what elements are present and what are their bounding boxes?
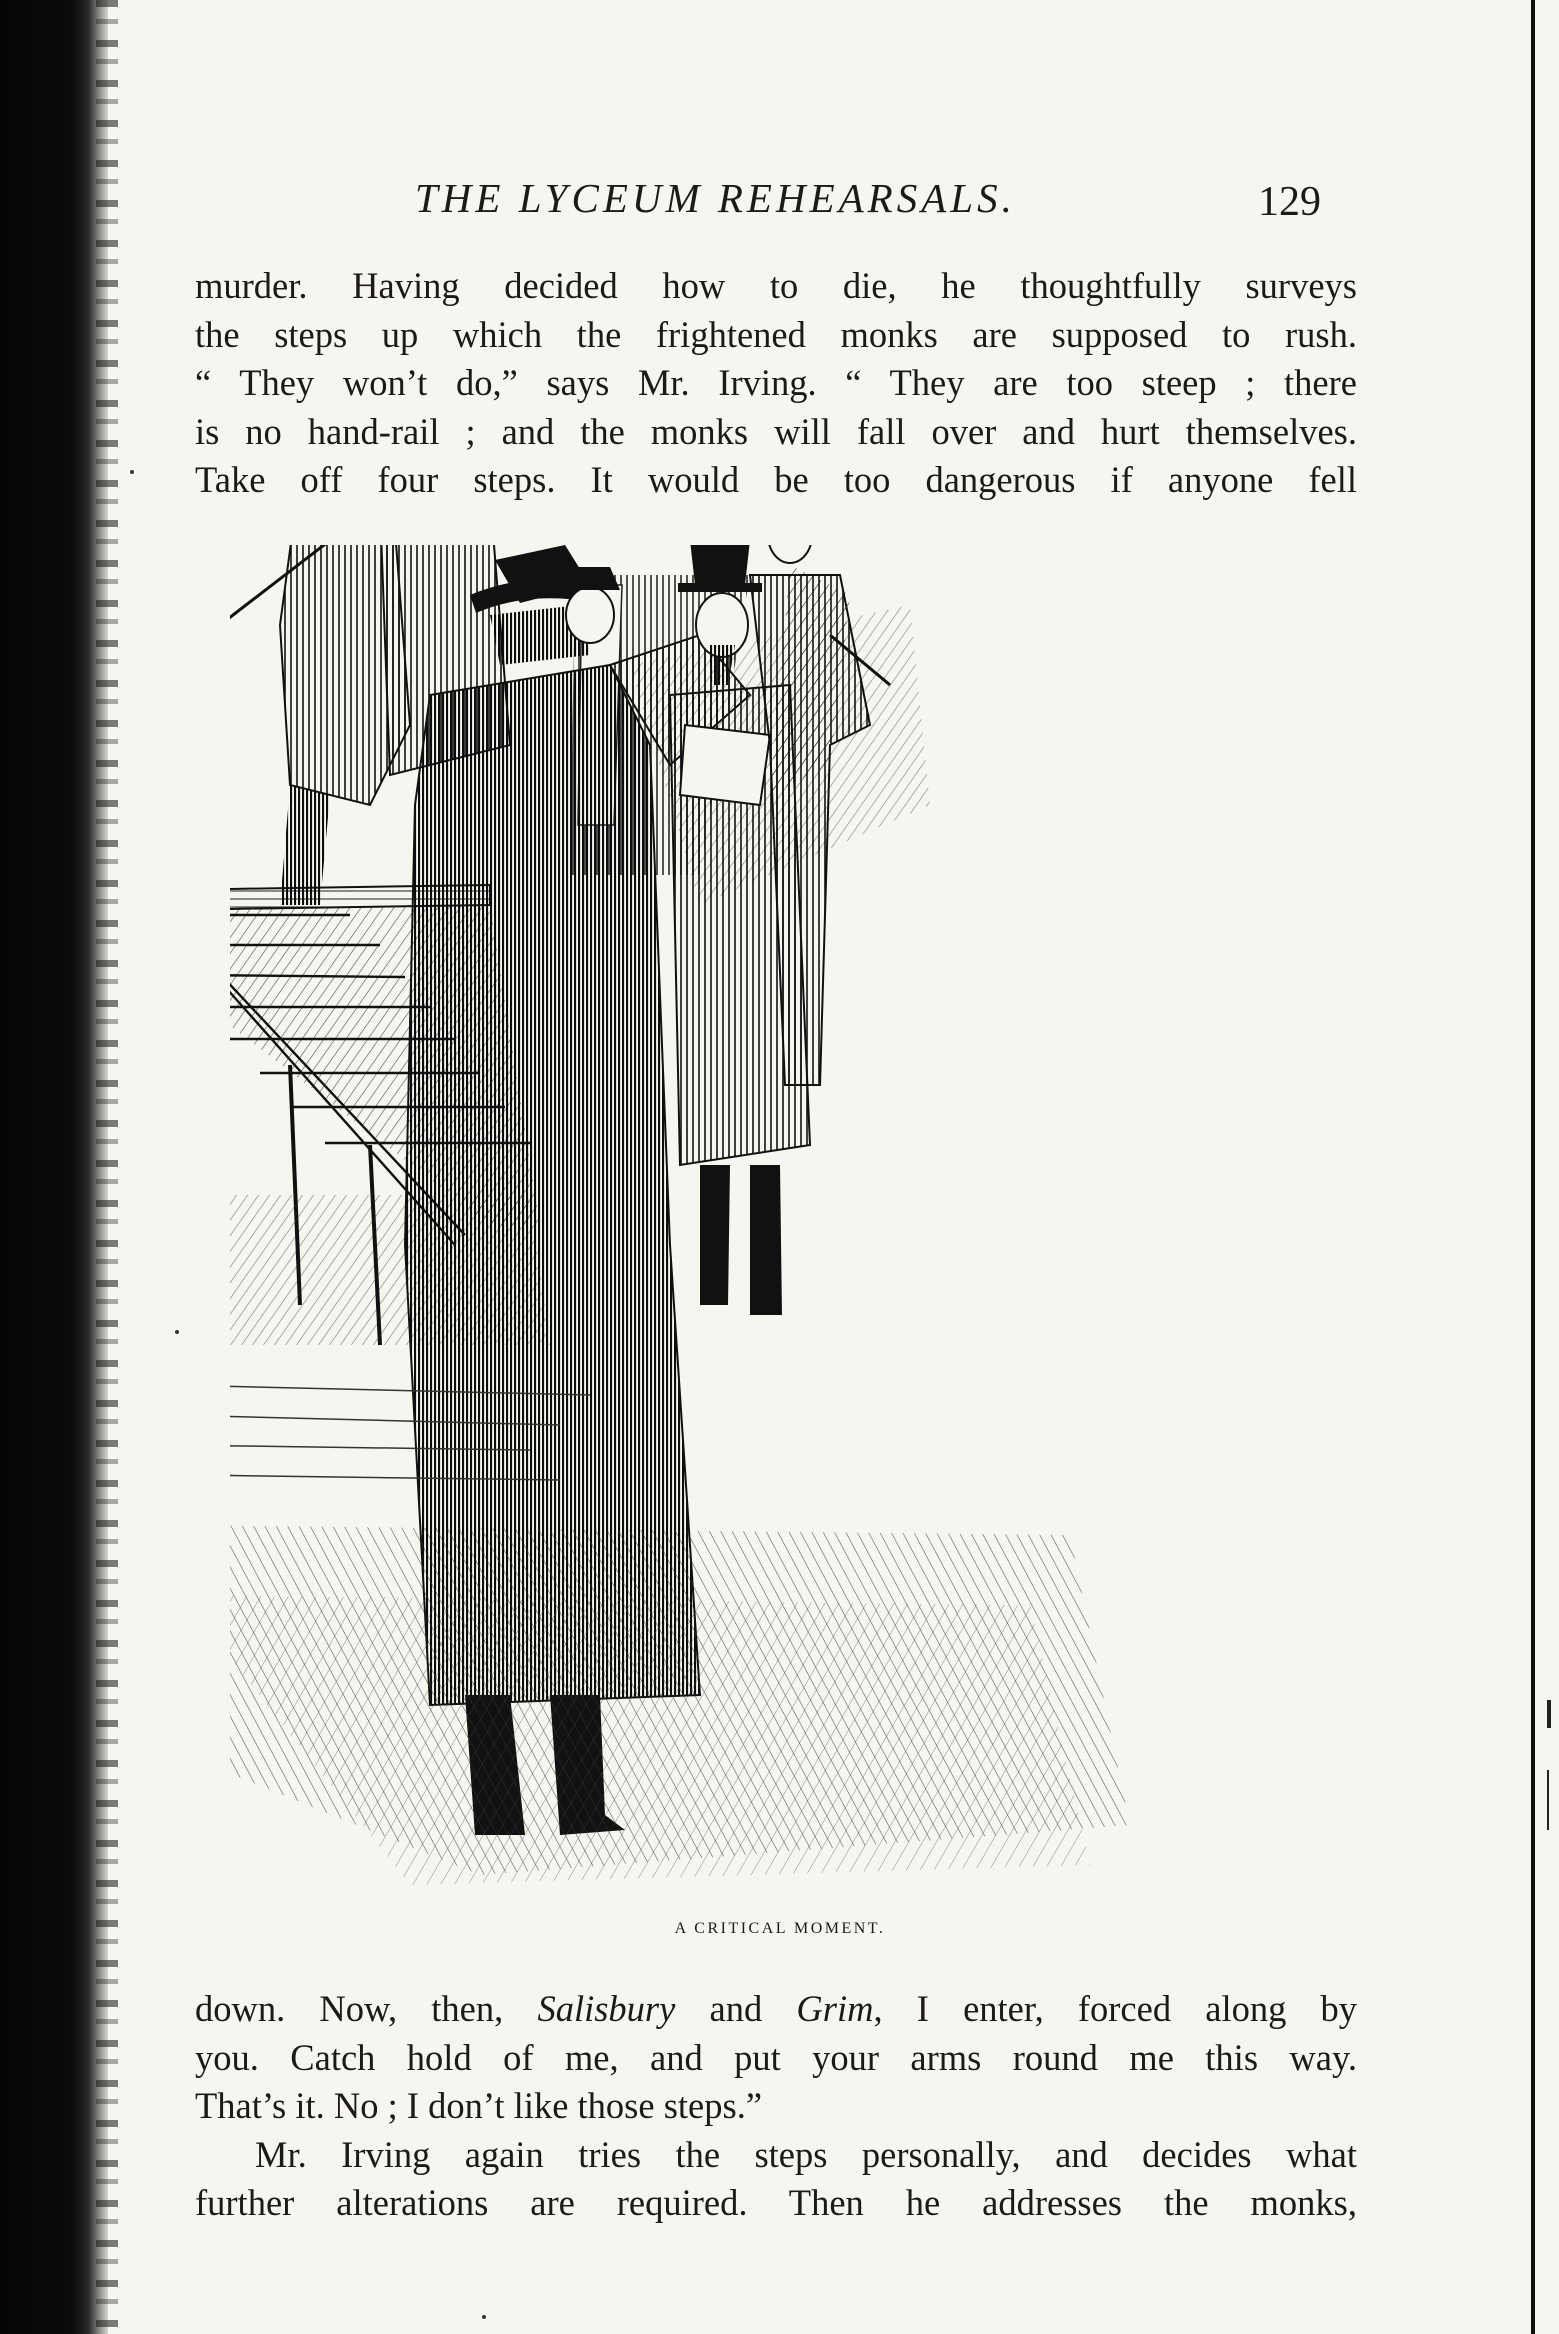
text-line: That’s it. No ; I don’t like those steps.” <box>195 2085 763 2126</box>
running-head: THE LYCEUM REHEARSALS. <box>415 175 1016 221</box>
body-text-top <box>195 262 1357 505</box>
character-name-salisbury: Salisbury <box>537 1988 676 2029</box>
book-spine-shadow <box>0 0 108 2334</box>
spine-edge-texture <box>96 0 118 2334</box>
text-run: down. Now, then, <box>195 1988 538 2029</box>
body-text-bottom <box>195 1985 1357 2228</box>
character-name-grim: Grim <box>796 1988 874 2029</box>
print-speck <box>130 470 134 474</box>
text-line-indented: Mr. Irving again tries the steps personally, and decides what <box>255 2133 1357 2175</box>
script-paper <box>680 725 770 805</box>
illustration-caption: A CRITICAL MOMENT. <box>674 1920 886 1937</box>
text-run: , I enter, forced along by <box>873 1988 1357 2029</box>
page-right-edge-rule <box>1531 0 1535 2334</box>
text-line: Take off four steps. It would be too dangerous if anyone fell <box>195 459 1357 500</box>
engraving-drawing <box>230 545 1320 1890</box>
text-line: murder. Having decided how to die, he thoughtfully surveys <box>195 265 1357 306</box>
text-run: and <box>675 1988 797 2029</box>
text-line: you. Catch hold of me, and put your arms round me this way. <box>195 2036 1357 2078</box>
illustration-critical-moment <box>230 545 1320 1890</box>
print-speck <box>482 2315 486 2319</box>
page-header <box>195 168 1345 228</box>
page-number: 129 <box>1258 179 1321 225</box>
text-line: the steps up which the frightened monks are supposed to rush. <box>195 313 1357 355</box>
text-line: is no hand-rail ; and the monks will fall over and hurt themselves. <box>195 410 1357 452</box>
text-line <box>195 1985 1357 2034</box>
text-line: further alterations are required. Then he addresses the monks, <box>195 2182 1357 2223</box>
text-line: “ They won’t do,” says Mr. Irving. “ They are too steep ; there <box>195 362 1357 403</box>
print-speck <box>175 1330 179 1334</box>
page-edge-mark <box>1547 1700 1551 1728</box>
page-edge-mark <box>1547 1770 1549 1830</box>
